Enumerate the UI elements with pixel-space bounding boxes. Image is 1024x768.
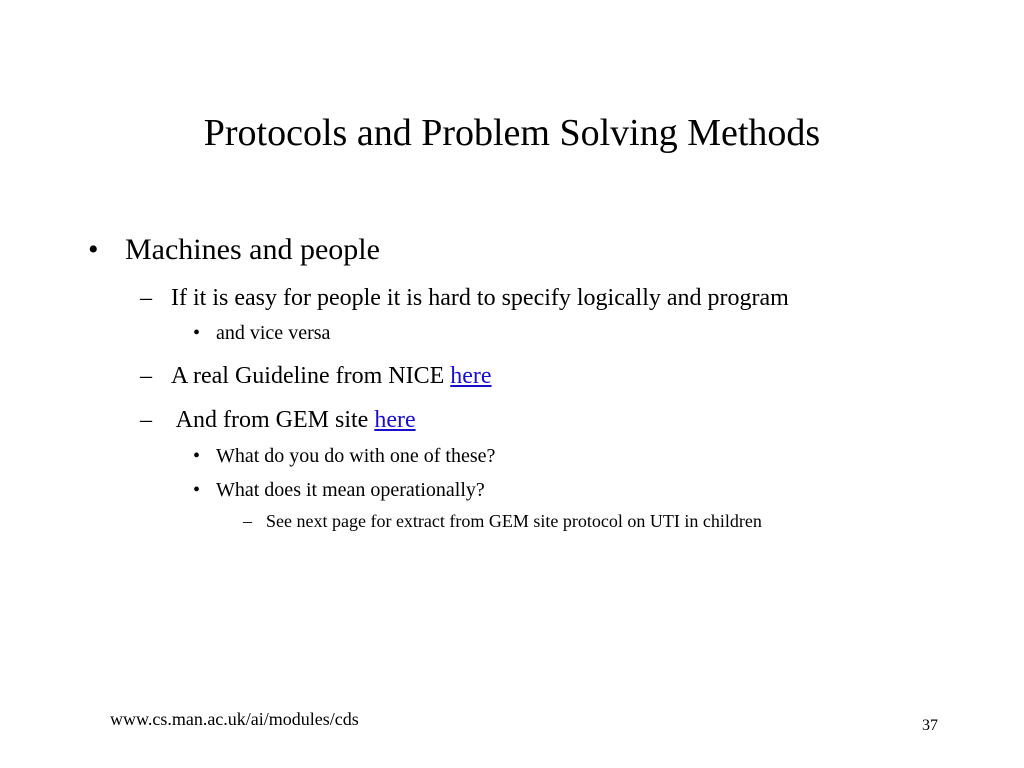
dash-marker: – [140, 407, 152, 433]
bullet-what-does-it-mean: What does it mean operationally? [216, 479, 485, 501]
page-number: 37 [922, 717, 938, 734]
dash-marker: – [140, 363, 152, 389]
bullet-marker: • [193, 445, 201, 467]
bullet-nice-guideline [171, 361, 492, 391]
bullet-machines-and-people: Machines and people [125, 233, 380, 266]
dash-marker: – [243, 511, 252, 531]
dash-marker: – [140, 285, 152, 311]
bullet-what-do-you-do: What do you do with one of these? [216, 445, 496, 467]
bullet-gem-site [171, 405, 416, 435]
bullet-nice-text: A real Guideline from NICE [171, 363, 451, 389]
bullet-marker: • [88, 233, 99, 266]
bullet-vice-versa: and vice versa [216, 322, 331, 344]
gem-here-link[interactable]: here [374, 407, 416, 433]
bullet-see-next-page: See next page for extract from GEM site protocol on UTI in children [266, 511, 762, 531]
bullet-marker: • [193, 322, 201, 344]
bullet-gem-text: And from GEM site [171, 407, 375, 433]
nice-here-link[interactable]: here [450, 363, 492, 389]
slide-title: Protocols and Problem Solving Methods [203, 112, 821, 154]
bullet-easy-for-people: If it is easy for people it is hard to specify logically and program [171, 285, 789, 311]
footer-url: www.cs.man.ac.uk/ai/modules/cds [110, 709, 359, 729]
bullet-marker: • [193, 479, 201, 501]
